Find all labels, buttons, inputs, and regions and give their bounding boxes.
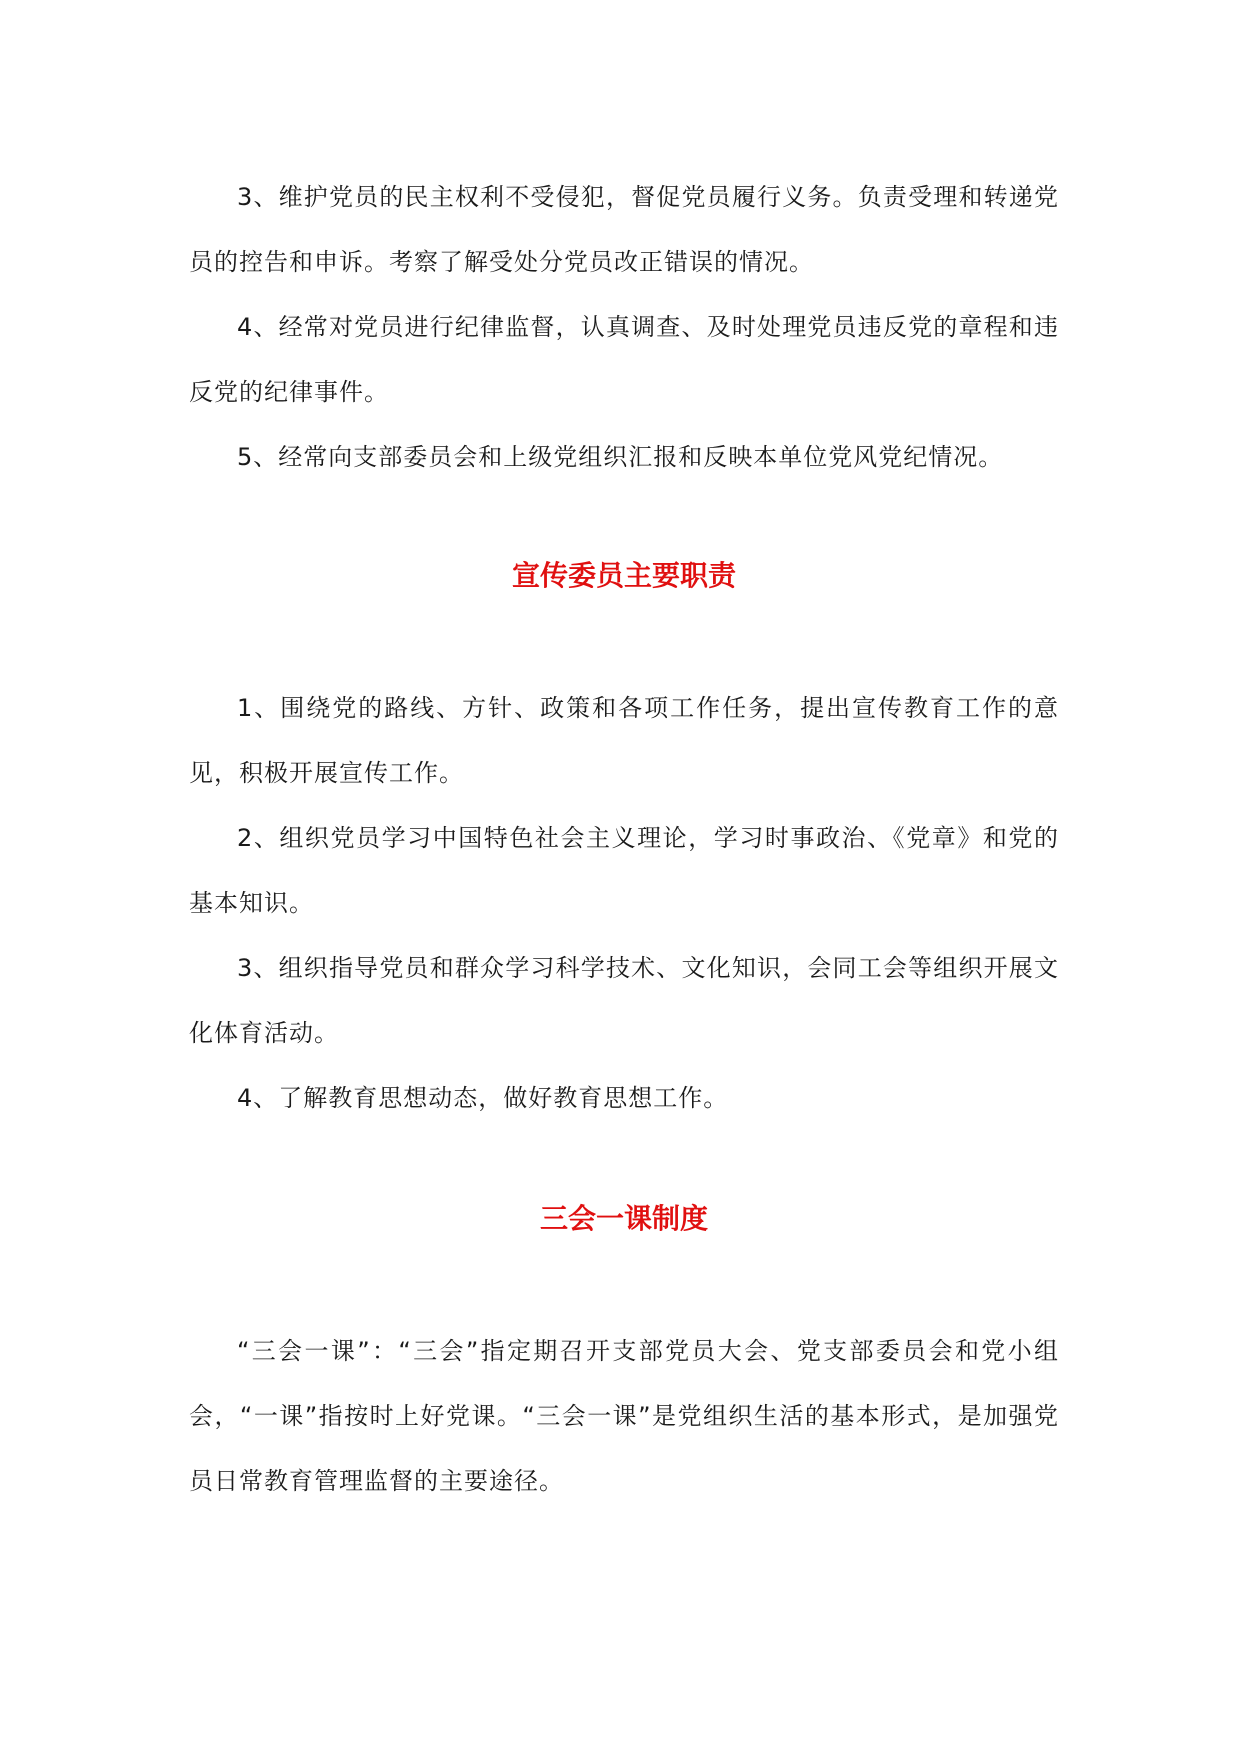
paragraph-duty-3: 3、维护党员的民主权利不受侵犯，督促党员履行义务。负责受理和转递党员的控告和申诉。考察了解受处分党员改正错误的情况。 (189, 183, 1059, 276)
paragraph-three-meetings: “三会一课”：“三会”指定期召开支部党员大会、党支部委员会和党小组会，“一课”指按时上好党课。“三会一课”是党组织生活的基本形式，是加强党员日常教育管理监督的主要途径。 (189, 1337, 1059, 1495)
paragraph-publicity-1: 1、围绕党的路线、方针、政策和各项工作任务，提出宣传教育工作的意见，积极开展宣传工作。 (189, 694, 1059, 787)
paragraph-publicity-4: 4、了解教育思想动态，做好教育思想工作。 (237, 1084, 729, 1112)
paragraph-publicity-2: 2、组织党员学习中国特色社会主义理论，学习时事政治、《党章》和党的基本知识。 (189, 824, 1059, 917)
paragraph-duty-5: 5、经常向支部委员会和上级党组织汇报和反映本单位党风党纪情况。 (237, 443, 1004, 471)
document-content (189, 165, 1059, 1514)
section-title-publicity: 宣传委员主要职责 (511, 559, 736, 592)
paragraph-duty-4: 4、经常对党员进行纪律监督，认真调查、及时处理党员违反党的章程和违反党的纪律事件。 (189, 313, 1059, 406)
section-title-three-meetings: 三会一课制度 (539, 1202, 708, 1235)
paragraph-publicity-3: 3、组织指导党员和群众学习科学技术、文化知识，会同工会等组织开展文化体育活动。 (189, 954, 1059, 1047)
